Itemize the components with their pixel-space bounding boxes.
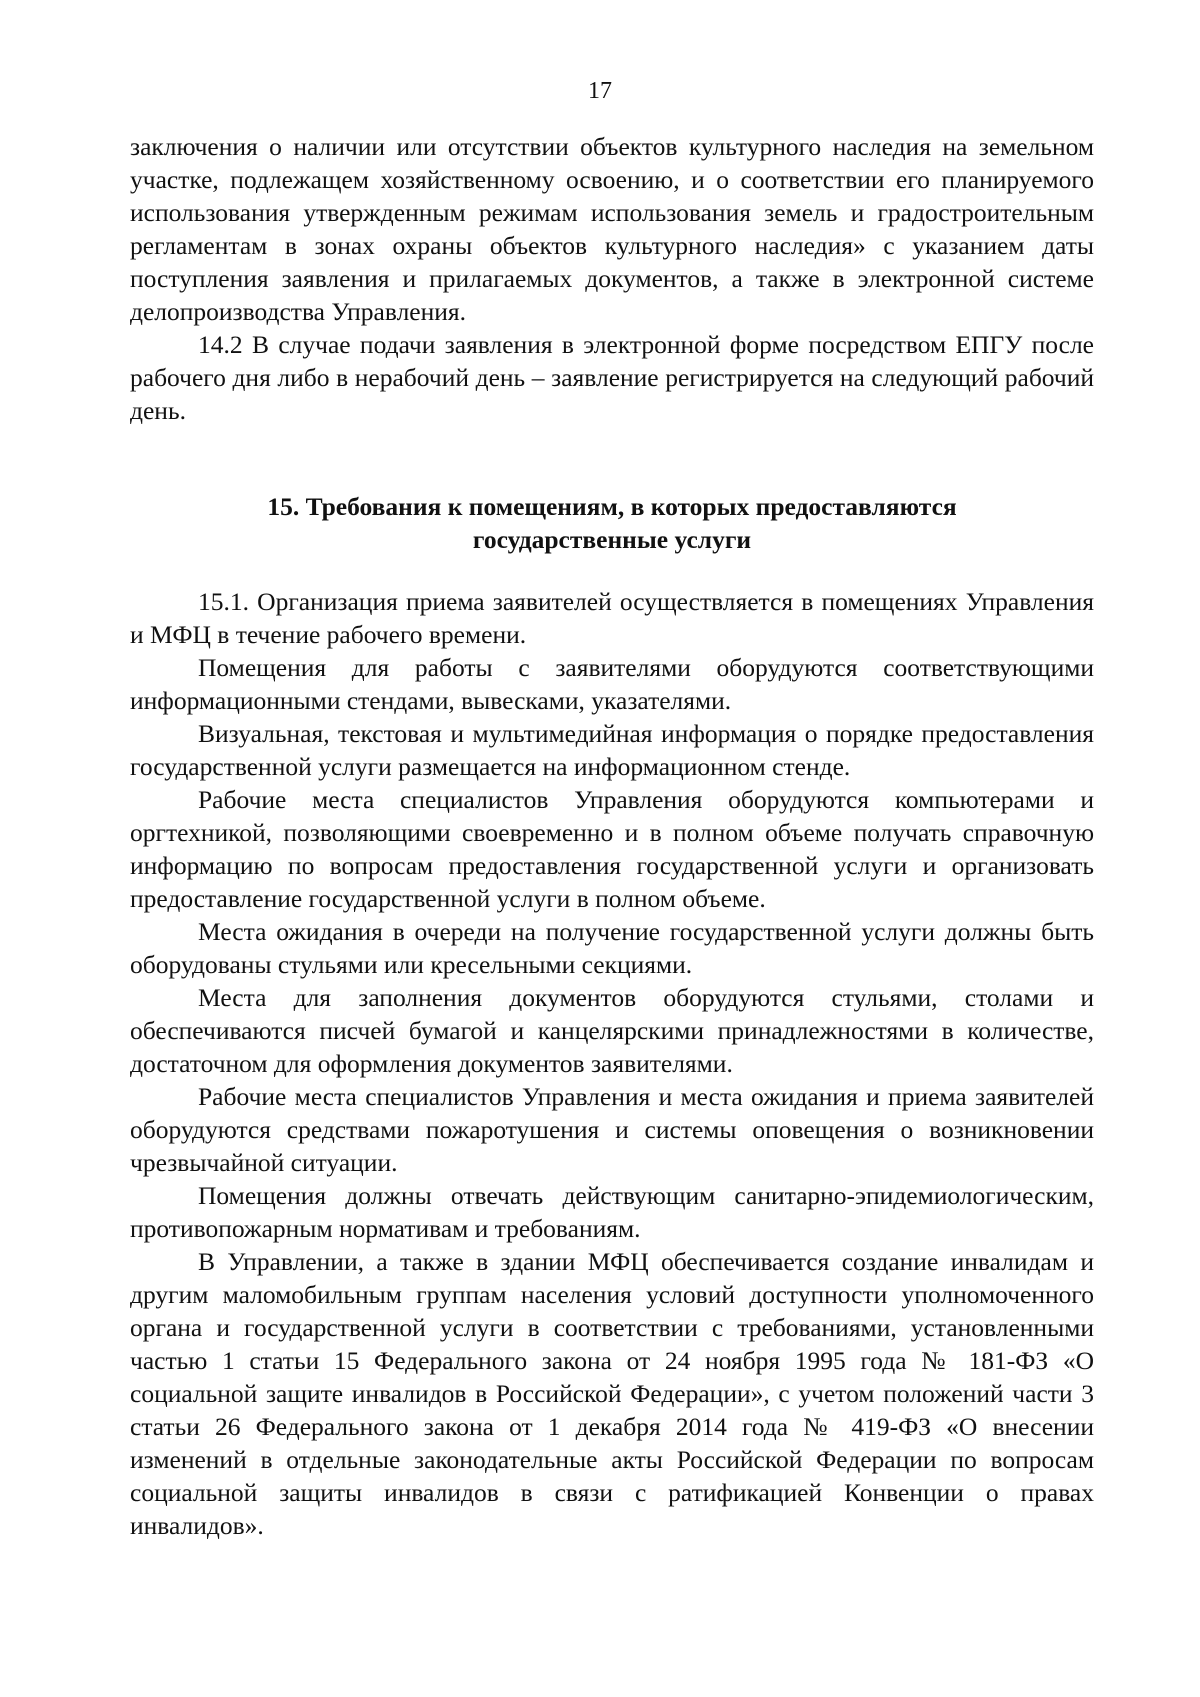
section-heading [130,490,1094,556]
paragraph-stands: Помещения для работы с заявителями оборудуются соответствующими информационными стендами, вывесками, указателями. [130,653,1094,715]
paragraph-document-filling: Места для заполнения документов оборудуются стульями, столами и обеспечиваются писчей бумагой и канцелярскими принадлежностями в количестве, достаточном для оформления документов заявителями. [130,983,1094,1078]
paragraph-continuation: заключения о наличии или отсутствии объектов культурного наследия на земельном участке, подлежащем хозяйственному освоению, и о соответствии его планируемого использования утвержденным режимам использования земель и градостроительным регламентам в зонах охраны объектов культурного наследия» с указанием даты поступления заявления и прилагаемых документов, а также в электронной системе делопроизводства Управления. [130,132,1094,326]
paragraph-waiting-places: Места ожидания в очереди на получение государственной услуги должны быть оборудованы стульями или кресельными секциями. [130,917,1094,979]
section-heading-line-2: государственные услуги [472,525,752,554]
page-number: 17 [588,78,612,104]
paragraph-14-2: 14.2 В случае подачи заявления в электронной форме посредством ЕПГУ после рабочего дня либо в нерабочий день – заявление регистрируется на следующий рабочий день. [130,330,1094,425]
paragraph-15-1: 15.1. Организация приема заявителей осуществляется в помещениях Управления и МФЦ в течение рабочего времени. [130,587,1094,649]
section-heading-line-1: 15. Требования к помещениям, в которых предоставляются [267,492,957,521]
section-text-block [130,585,1094,1542]
paragraph-accessibility: В Управлении, а также в здании МФЦ обеспечивается создание инвалидам и другим маломобильным группам населения условий доступности уполномоченного органа и государственной услуги в соответствии с требованиями, установленными частью 1 статьи 15 Федерального закона от 24 ноября 1995 года № 181-ФЗ «О социальной защите инвалидов в Российской Федерации», с учетом положений части 3 статьи 26 Федерального закона от 1 декабря 2014 года № 419-ФЗ «О внесении изменений в отдельные законодательные акты Российской Федерации по вопросам социальной защиты инвалидов в связи с ратификацией Конвенции о правах инвалидов». [130,1247,1094,1540]
paragraph-workplaces: Рабочие места специалистов Управления оборудуются компьютерами и оргтехникой, позволяющими своевременно и в полном объеме получать справочную информацию по вопросам предоставления государственной услуги и организовать предоставление государственной услуги в полном объеме. [130,785,1094,913]
intro-text-block [130,130,1094,427]
paragraph-sanitary: Помещения должны отвечать действующим санитарно-эпидемиологическим, противопожарным нормативам и требованиям. [130,1181,1094,1243]
paragraph-fire-safety: Рабочие места специалистов Управления и места ожидания и приема заявителей оборудуются средствами пожаротушения и системы оповещения о возникновении чрезвычайной ситуации. [130,1082,1094,1177]
paragraph-visual-info: Визуальная, текстовая и мультимедийная информация о порядке предоставления государственной услуги размещается на информационном стенде. [130,719,1094,781]
